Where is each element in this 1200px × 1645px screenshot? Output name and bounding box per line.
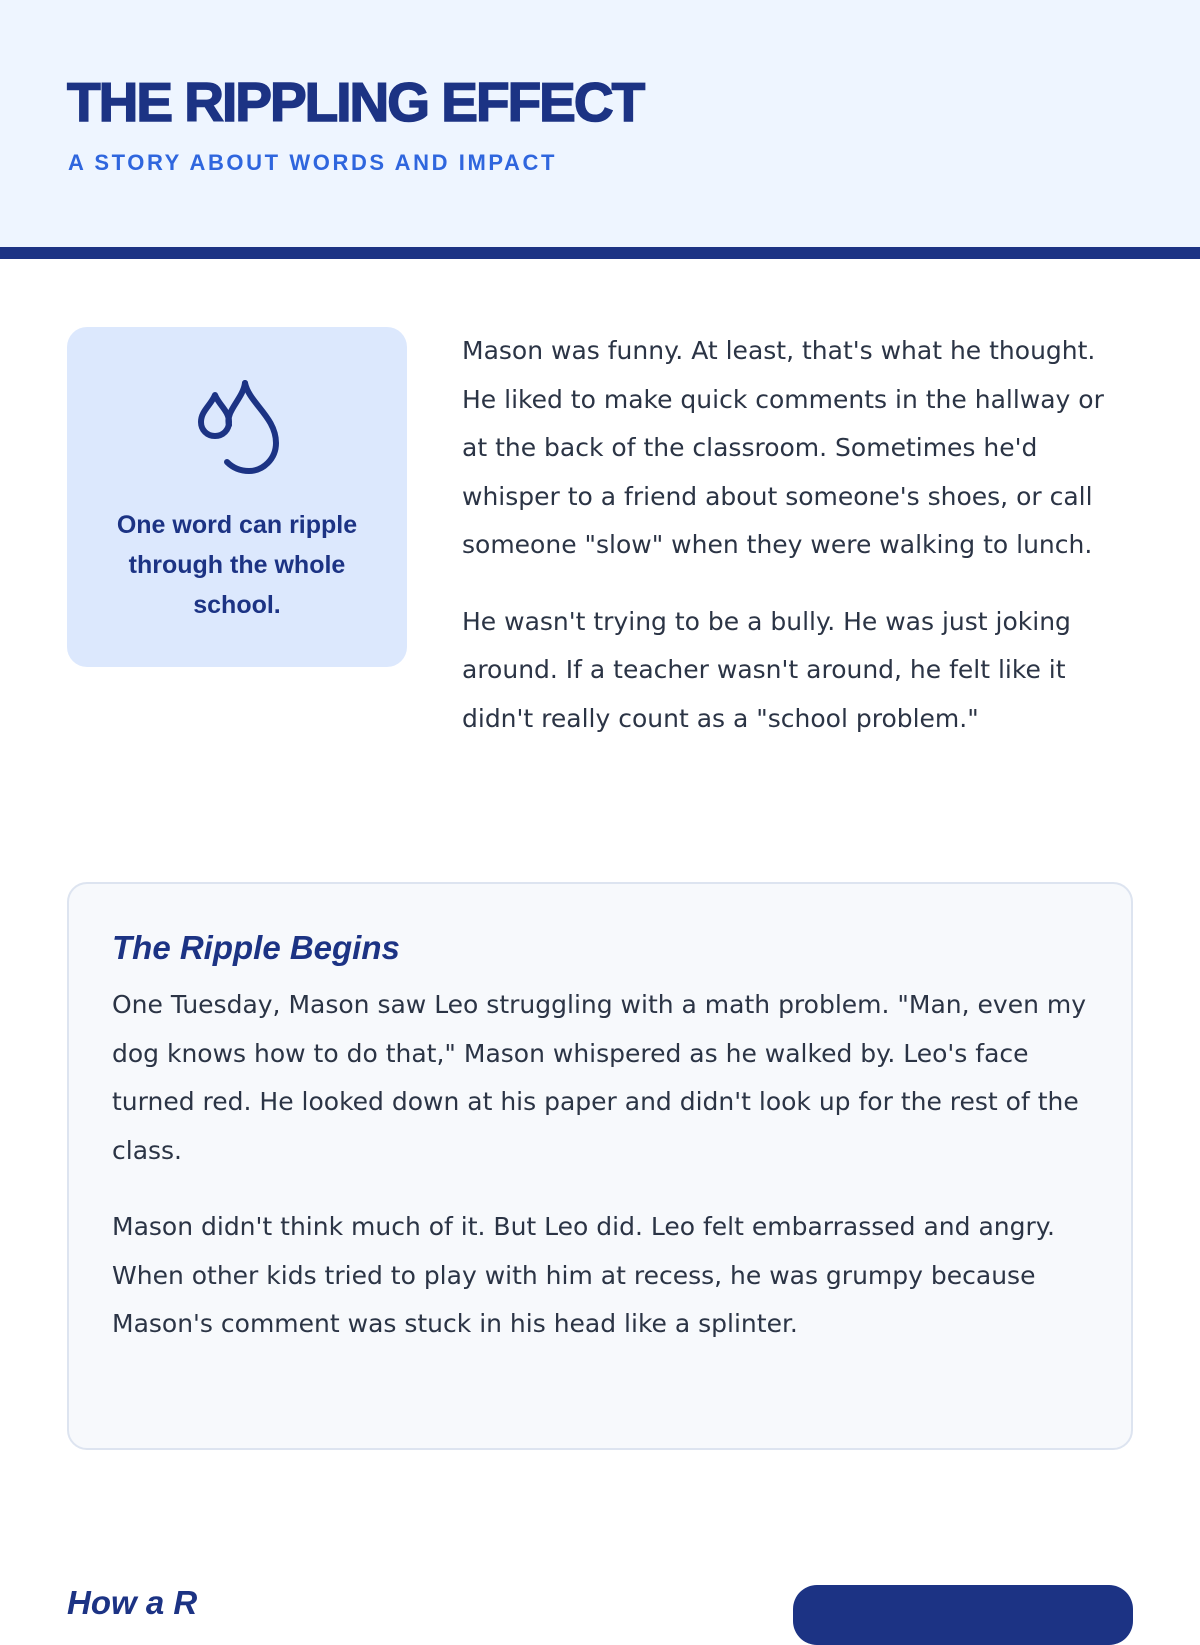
callout-text: One word can ripple through the whole school. [116, 511, 358, 619]
water-drops-icon [187, 377, 287, 477]
section-paragraph: Mason didn't think much of it. But Leo did. Leo felt embarrassed and angry. When other kids tried to play with him at recess, he was grumpy because Mason's comment was stuck in his head like a splinter. [112, 1212, 1055, 1338]
page-subtitle: A STORY ABOUT WORDS AND IMPACT [68, 150, 558, 175]
intro-section [462, 327, 1122, 743]
callout-card [67, 327, 407, 667]
intro-paragraph: Mason was funny. At least, that's what he thought. He liked to make quick comments in the hallway or at the back of the classroom. Sometimes he'd whisper to a friend about someone's shoes, or call someone "slow" when they were walking to lunch. [462, 336, 1104, 559]
intro-paragraph: He wasn't trying to be a bully. He was just joking around. If a teacher wasn't around, he felt like it didn't really count as a "school problem." [462, 606, 1071, 733]
ripple-begins-section [67, 882, 1133, 1450]
next-section-heading: How a R [67, 1584, 198, 1621]
next-section-button[interactable] [793, 1585, 1133, 1645]
page-header [0, 0, 1200, 259]
page-title: THE RIPPLING EFFECT [67, 71, 644, 133]
section-paragraph: One Tuesday, Mason saw Leo struggling with a math problem. "Man, even my dog knows how to do that," Mason whispered as he walked by. Leo's face turned red. He looked down at his paper and didn't look up for the rest of the class. [112, 990, 1087, 1165]
section-heading: The Ripple Begins [112, 929, 400, 966]
